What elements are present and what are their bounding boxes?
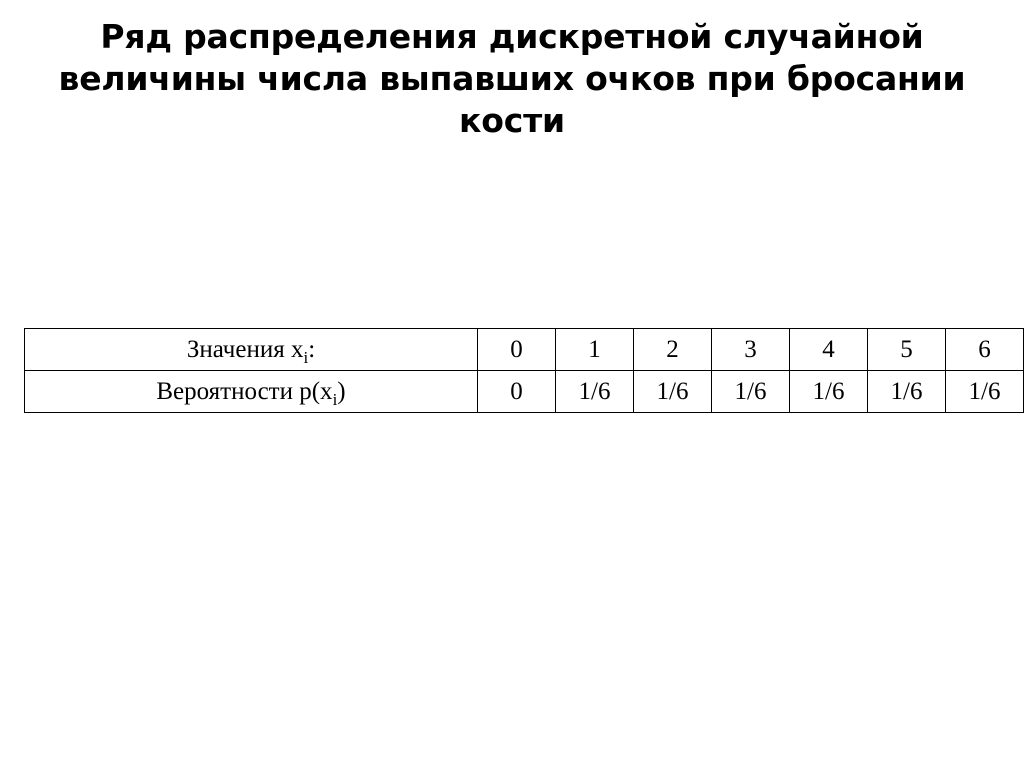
row-label-probabilities — [25, 371, 478, 413]
row-label-values-suffix: : — [308, 335, 316, 363]
row-label-probabilities-subscript: i — [332, 389, 338, 409]
table-row-values — [25, 329, 1024, 371]
row-label-values-subscript: i — [303, 347, 309, 367]
value-cell: 0 — [478, 329, 556, 371]
value-cell: 6 — [946, 329, 1024, 371]
row-label-probabilities-prefix: Вероятности p(x — [156, 377, 333, 405]
row-label-values-prefix: Значения x — [186, 335, 304, 363]
probability-cell: 1/6 — [556, 371, 634, 413]
page-title: Ряд распределения дискретной случайной величины числа выпавших очков при бросании кости — [58, 17, 966, 140]
probability-cell: 0 — [478, 371, 556, 413]
value-cell: 1 — [556, 329, 634, 371]
probability-cell: 1/6 — [712, 371, 790, 413]
distribution-table — [24, 328, 1024, 413]
distribution-table-wrapper — [24, 328, 1000, 413]
value-cell: 5 — [868, 329, 946, 371]
row-label-probabilities-suffix: ) — [337, 377, 346, 405]
probability-cell: 1/6 — [946, 371, 1024, 413]
value-cell: 4 — [790, 329, 868, 371]
probability-cell: 1/6 — [634, 371, 712, 413]
value-cell: 3 — [712, 329, 790, 371]
probability-cell: 1/6 — [790, 371, 868, 413]
row-label-values — [25, 329, 478, 371]
value-cell: 2 — [634, 329, 712, 371]
probability-cell: 1/6 — [868, 371, 946, 413]
table-row-probabilities — [25, 371, 1024, 413]
